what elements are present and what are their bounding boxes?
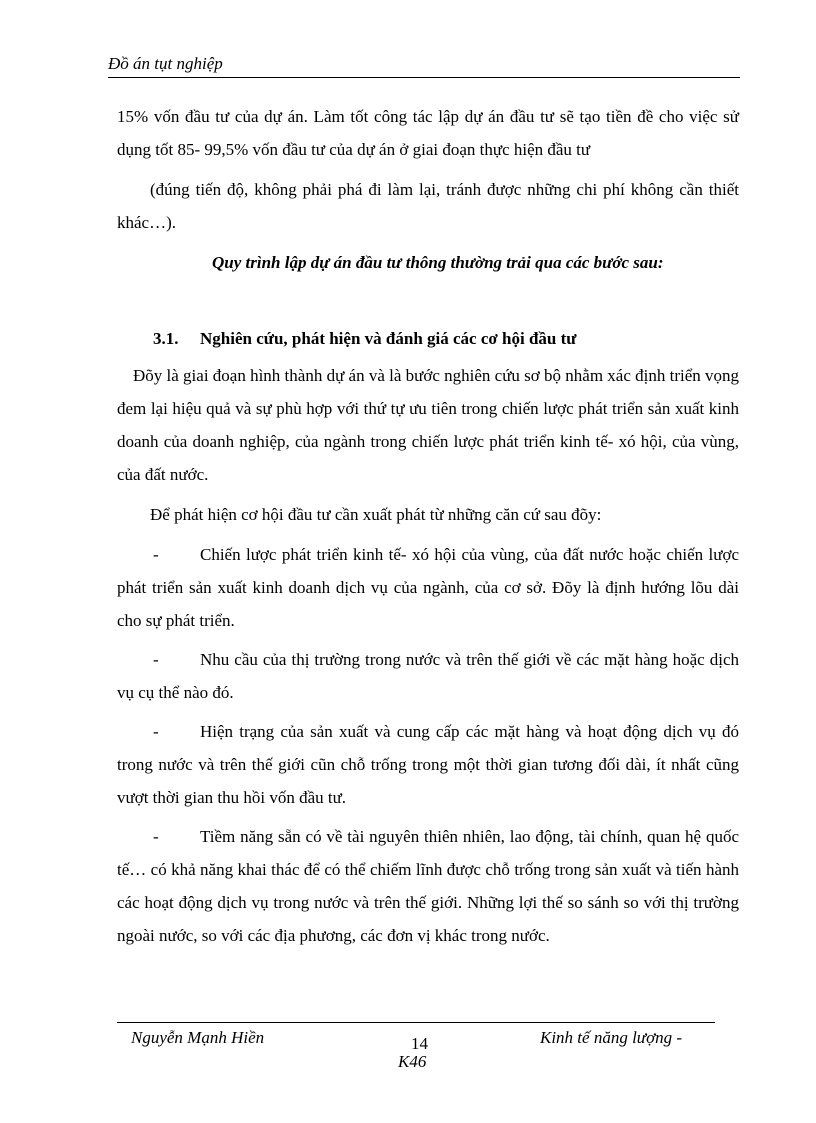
procedure-heading: Quy trình lập dự án đầu tư thông thường trải qua các bước sau:	[212, 253, 664, 272]
bullet-item	[117, 643, 739, 709]
bullet-dash: -	[153, 650, 159, 669]
footer-class-code: K46	[398, 1052, 427, 1071]
section-heading	[117, 322, 739, 355]
section-title: Nghiên cứu, phát hiện và đánh giá các cơ hội đầu tư	[200, 329, 577, 348]
document-title: Đồ án tụt nghiệp	[108, 54, 223, 73]
section-number: 3.1.	[153, 329, 179, 348]
bullet-dash: -	[153, 722, 159, 741]
bullet-text: Chiến lược phát triển kinh tế- xó hội của vùng, của đất nước hoặc chiến lược phát triển sản xuất kinh doanh dịch vụ của ngành, của cơ sở. Đõy là định hướng lõu dài cho sự phát triển.	[117, 545, 739, 630]
page-number: 14	[411, 1034, 428, 1053]
paragraph-basis: Để phát hiện cơ hội đầu tư cần xuất phát từ những căn cứ sau đõy:	[150, 505, 602, 524]
bullet-dash: -	[153, 827, 159, 846]
paragraph-note: (đúng tiến độ, không phải phá đi làm lại, tránh được những chi phí không cần thiết khác…).	[117, 180, 739, 232]
bullet-text: Nhu cầu của thị trường trong nước và trên thế giới về các mặt hàng hoặc dịch vụ cụ thể nào đó.	[117, 650, 739, 702]
paragraph-intro: 15% vốn đầu tư của dự án. Làm tốt công tác lập dự án đầu tư sẽ tạo tiền đề cho việc sử dụng tốt 85- 99,5% vốn đầu tư của dự án ở giai đoạn thực hiện đầu tư	[117, 107, 739, 159]
footer-author: Nguyễn Mạnh Hiền	[131, 1028, 265, 1047]
footer-department: Kinh tế năng lượng -	[540, 1028, 683, 1047]
page-header	[108, 53, 740, 78]
paragraph-definition: Đõy là giai đoạn hình thành dự án và là bước nghiên cứu sơ bộ nhằm xác định triển vọng đem lại hiệu quả và sự phù hợp với thứ tự ưu tiên trong chiến lược phát triển sản xuất kinh doanh của doanh nghiệp, của ngành trong chiến lược phát triển kinh tế- xó hội, của vùng, của đất nước.	[117, 366, 740, 484]
bullet-item	[117, 820, 739, 952]
footer-divider	[117, 1022, 715, 1023]
bullet-item	[117, 538, 739, 637]
bullet-dash: -	[153, 545, 159, 564]
bullet-item	[117, 715, 739, 814]
bullet-text: Tiềm năng sẵn có về tài nguyên thiên nhiên, lao động, tài chính, quan hệ quốc tế… có khả năng khai thác để có thể chiếm lĩnh được chỗ trống trong sản xuất và tiến hành các hoạt động dịch vụ trong nước và trên thế giới. Những lợi thế so sánh so với thị trường ngoài nước, so với các địa phương, các đơn vị khác trong nước.	[117, 827, 739, 945]
bullet-text: Hiện trạng của sản xuất và cung cấp các mặt hàng và hoạt động dịch vụ đó trong nước và trên thế giới cũn chỗ trống trong một thời gian tương đối dài, ít nhất cũng vượt thời gian thu hồi vốn đầu tư.	[117, 722, 739, 807]
page-body	[117, 100, 739, 958]
